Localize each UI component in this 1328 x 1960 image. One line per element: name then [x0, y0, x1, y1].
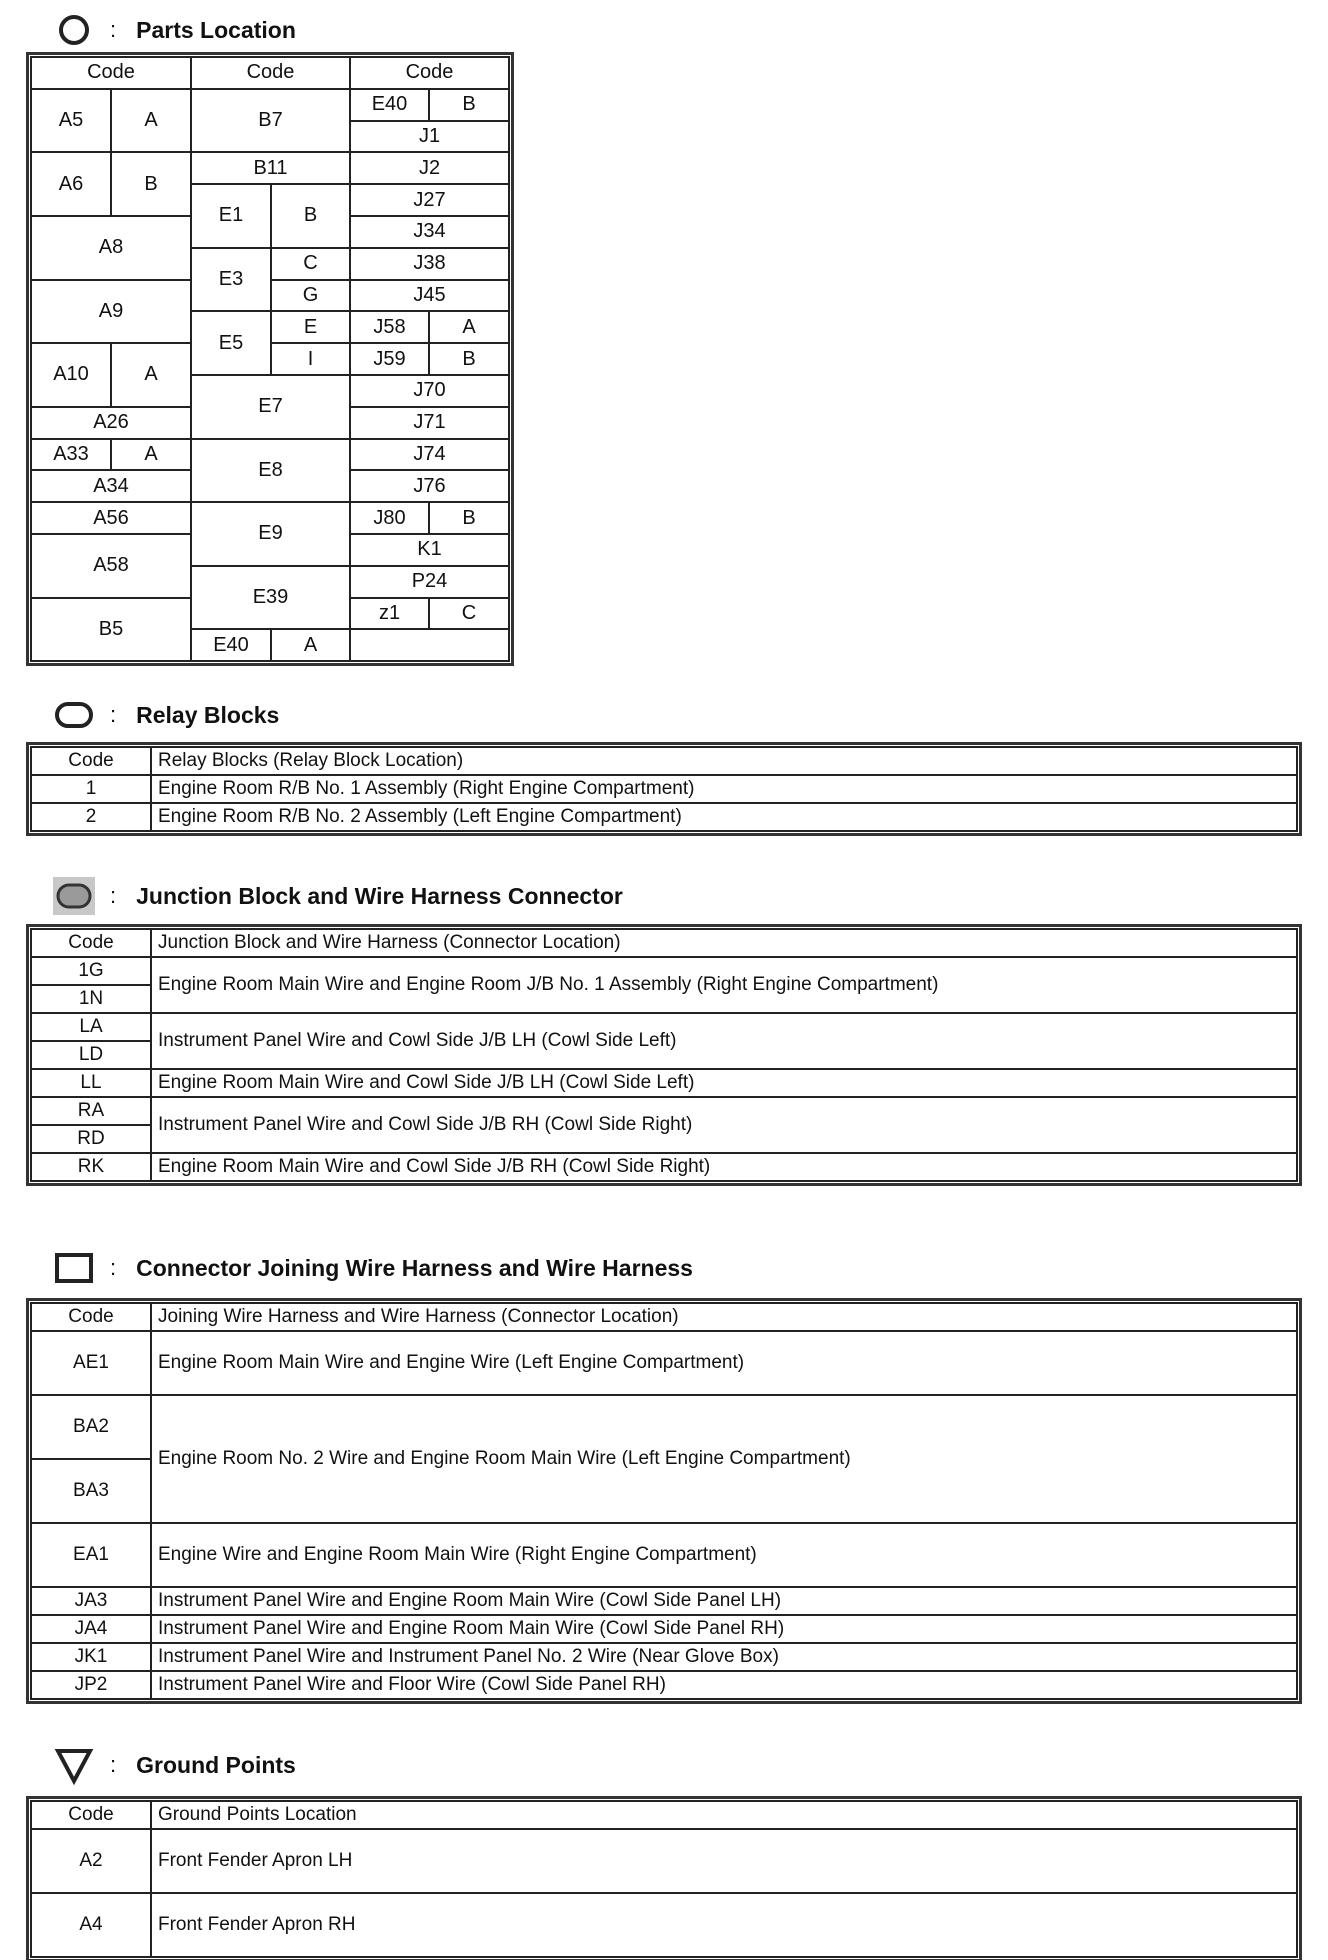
code-cell: E3: [191, 248, 271, 312]
relay-blocks-heading: : Relay Blocks: [52, 695, 279, 735]
code-cell: J71: [350, 407, 509, 439]
code-cell: J1: [350, 121, 509, 153]
col-header: Code: [31, 747, 151, 775]
code-cell: E40: [191, 629, 271, 661]
ground-points-heading: : Ground Points: [52, 1745, 296, 1785]
suffix-cell: B: [429, 343, 509, 375]
suffix-cell: A: [271, 629, 350, 661]
table-row: JA3 Instrument Panel Wire and Engine Room Main Wire (Cowl Side Panel LH): [31, 1587, 1297, 1615]
col-header: Code: [31, 57, 191, 89]
suffix-cell: C: [429, 598, 509, 630]
code-cell: A9: [31, 280, 191, 344]
parts-location-title: Parts Location: [136, 16, 296, 43]
table-row: A2 Front Fender Apron LH: [31, 1829, 1297, 1893]
code-cell: A6: [31, 152, 111, 216]
junction-block-title: Junction Block and Wire Harness Connector: [136, 882, 623, 909]
code-cell: J70: [350, 375, 509, 407]
table-row: 1 Engine Room R/B No. 1 Assembly (Right Engine Compartment): [31, 775, 1297, 803]
code-cell: J58: [350, 311, 429, 343]
parts-location-table: [30, 56, 510, 662]
suffix-cell: G: [271, 280, 350, 312]
circle-icon: [52, 13, 96, 47]
parts-location-heading: : Parts Location: [52, 10, 296, 50]
suffix-cell: I: [271, 343, 350, 375]
suffix-cell: B: [429, 502, 509, 534]
junction-block-table: [30, 928, 1298, 1182]
suffix-cell: B: [271, 184, 350, 248]
code-cell: A34: [31, 470, 191, 502]
junction-block-heading: : Junction Block and Wire Harness Connector: [52, 876, 623, 916]
table-row: RK Engine Room Main Wire and Cowl Side J/B RH (Cowl Side Right): [31, 1153, 1297, 1181]
connector-joining-title: Connector Joining Wire Harness and Wire Harness: [136, 1254, 693, 1281]
code-cell: A5: [31, 89, 111, 153]
suffix-cell: E: [271, 311, 350, 343]
code-cell: E5: [191, 311, 271, 375]
table-row: A4 Front Fender Apron RH: [31, 1893, 1297, 1957]
code-cell: B11: [191, 152, 350, 184]
table-row: 1N: [31, 985, 1297, 1013]
suffix-cell: A: [429, 311, 509, 343]
code-cell: J27: [350, 184, 509, 216]
relay-blocks-title: Relay Blocks: [136, 701, 280, 728]
col-header: Code: [350, 57, 509, 89]
code-cell: A33: [31, 439, 111, 471]
code-cell: A8: [31, 216, 191, 280]
empty-cell: [350, 629, 509, 661]
code-cell: E8: [191, 439, 350, 503]
col-header: Code: [31, 929, 151, 957]
code-cell: A26: [31, 407, 191, 439]
ground-points-table: [30, 1800, 1298, 1958]
code-cell: B5: [31, 598, 191, 662]
suffix-cell: A: [111, 343, 191, 407]
suffix-cell: A: [111, 89, 191, 153]
connector-joining-heading: : Connector Joining Wire Harness and Wire Harness: [52, 1248, 693, 1288]
table-row: LL Engine Room Main Wire and Cowl Side J/B LH (Cowl Side Left): [31, 1069, 1297, 1097]
table-row: JA4 Instrument Panel Wire and Engine Room Main Wire (Cowl Side Panel RH): [31, 1615, 1297, 1643]
table-row: LD: [31, 1041, 1297, 1069]
code-cell: J74: [350, 439, 509, 471]
table-row: EA1 Engine Wire and Engine Room Main Wire (Right Engine Compartment): [31, 1523, 1297, 1587]
suffix-cell: B: [111, 152, 191, 216]
code-cell: J34: [350, 216, 509, 248]
code-cell: A56: [31, 502, 191, 534]
table-row: BA3: [31, 1459, 1297, 1523]
table-row: LA Instrument Panel Wire and Cowl Side J/B LH (Cowl Side Left): [31, 1013, 1297, 1041]
col-header: Code: [31, 1303, 151, 1331]
code-cell: E39: [191, 566, 350, 630]
code-cell: E9: [191, 502, 350, 566]
code-cell: K1: [350, 534, 509, 566]
code-cell: E40: [350, 89, 429, 121]
code-cell: z1: [350, 598, 429, 630]
code-cell: J59: [350, 343, 429, 375]
col-header: Code: [191, 57, 350, 89]
table-row: 1G Engine Room Main Wire and Engine Room J/B No. 1 Assembly (Right Engine Compartment): [31, 957, 1297, 985]
code-cell: J2: [350, 152, 509, 184]
code-cell: B7: [191, 89, 350, 153]
col-header: Joining Wire Harness and Wire Harness (Connector Location): [151, 1303, 1297, 1331]
suffix-cell: A: [111, 439, 191, 471]
connector-joining-table: [30, 1302, 1298, 1700]
table-row: JP2 Instrument Panel Wire and Floor Wire (Cowl Side Panel RH): [31, 1671, 1297, 1699]
code-cell: J38: [350, 248, 509, 280]
code-cell: J80: [350, 502, 429, 534]
table-row: RA Instrument Panel Wire and Cowl Side J/B RH (Cowl Side Right): [31, 1097, 1297, 1125]
suffix-cell: B: [429, 89, 509, 121]
code-cell: A58: [31, 534, 191, 598]
col-header: Relay Blocks (Relay Block Location): [151, 747, 1297, 775]
code-cell: P24: [350, 566, 509, 598]
code-cell: J45: [350, 280, 509, 312]
shaded-rounded-rect-icon: [52, 879, 96, 913]
ground-points-title: Ground Points: [136, 1751, 296, 1778]
col-header: Code: [31, 1801, 151, 1829]
table-row: 2 Engine Room R/B No. 2 Assembly (Left Engine Compartment): [31, 803, 1297, 831]
table-row: BA2 Engine Room No. 2 Wire and Engine Room Main Wire (Left Engine Compartment): [31, 1395, 1297, 1459]
code-cell: J76: [350, 470, 509, 502]
col-header: Junction Block and Wire Harness (Connector Location): [151, 929, 1297, 957]
triangle-icon: [52, 1748, 96, 1782]
square-icon: [52, 1251, 96, 1285]
table-row: AE1 Engine Room Main Wire and Engine Wire (Left Engine Compartment): [31, 1331, 1297, 1395]
code-cell: E1: [191, 184, 271, 248]
table-row: JK1 Instrument Panel Wire and Instrument Panel No. 2 Wire (Near Glove Box): [31, 1643, 1297, 1671]
code-cell: A10: [31, 343, 111, 407]
relay-blocks-table: [30, 746, 1298, 832]
rounded-rect-icon: [52, 698, 96, 732]
col-header: Ground Points Location: [151, 1801, 1297, 1829]
code-cell: E7: [191, 375, 350, 439]
table-row: RD: [31, 1125, 1297, 1153]
suffix-cell: C: [271, 248, 350, 280]
